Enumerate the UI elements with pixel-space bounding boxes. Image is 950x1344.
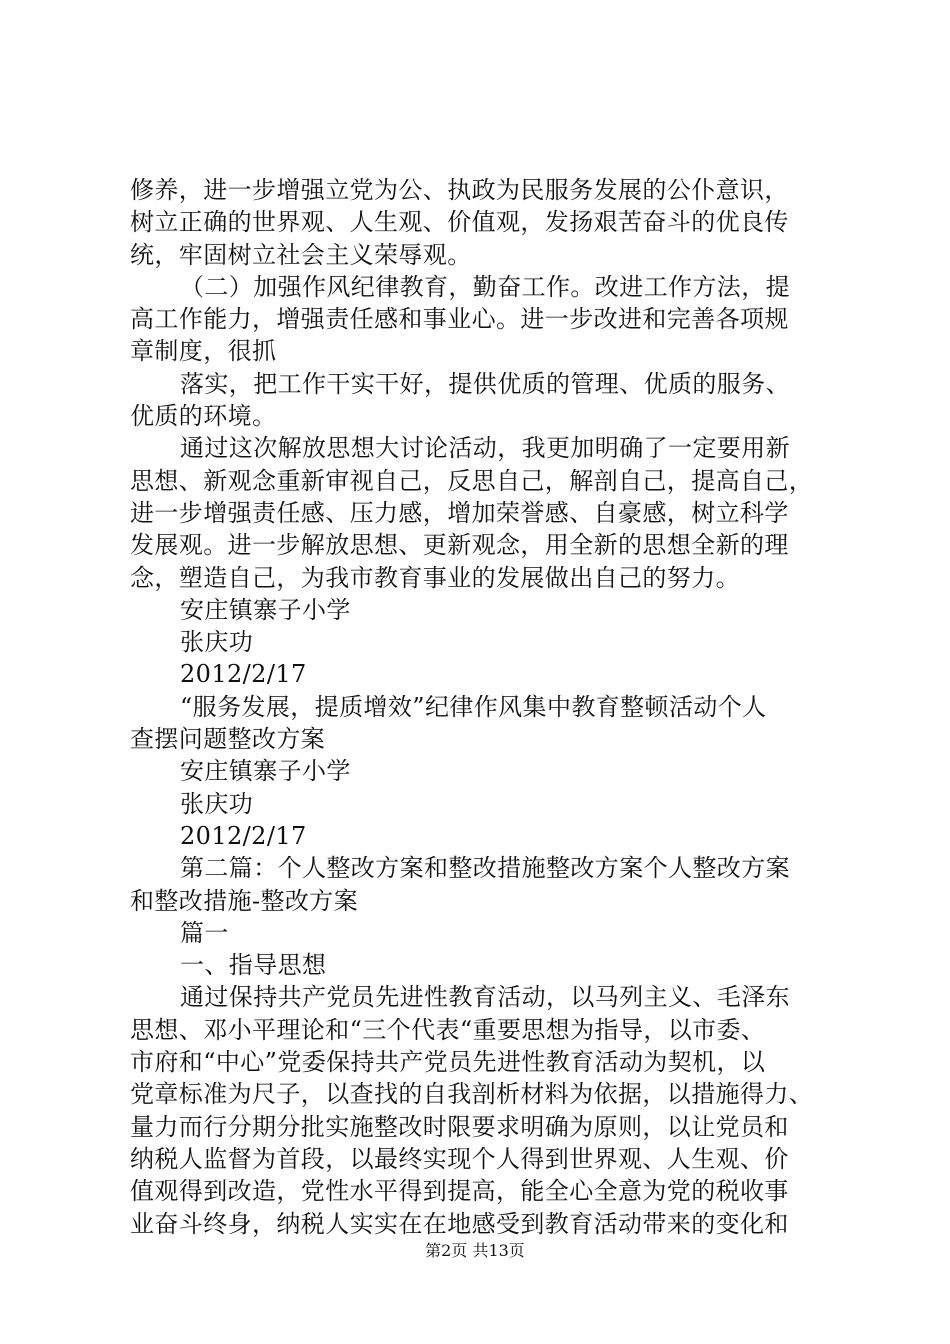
text-line: 优质的环境。 [130, 402, 277, 431]
section-title: “服务发展，提质增效”纪律作风集中教育整顿活动个人 [180, 692, 767, 721]
signature-date: 2012/2/17 [180, 660, 307, 689]
text-line: 树立正确的世界观、人生观、价值观，发扬艰苦奋斗的优良传 [130, 208, 789, 237]
part-label: 篇一 [180, 918, 229, 947]
text-line: 发展观。进一步解放思想、更新观念，用全新的思想全新的理 [130, 531, 789, 560]
signature-name: 张庆功 [180, 628, 254, 657]
text-line: 思想、新观念重新审视自己，反思自己，解剖自己，提高自己， [130, 466, 814, 495]
text-line: （二）加强作风纪律教育，勤奋工作。改进工作方法，提 [180, 272, 790, 301]
signature-school: 安庄镇寨子小学 [180, 757, 351, 786]
text-line: 落实，把工作干实干好，提供优质的管理、优质的服务、 [180, 369, 790, 398]
text-line: 通过这次解放思想大讨论活动，我更加明确了一定要用新 [180, 434, 790, 463]
page-number-footer: 第2页 共13页 [425, 1241, 525, 1260]
heading-guiding-ideology: 一、指导思想 [180, 951, 327, 980]
signature-school: 安庄镇寨子小学 [180, 595, 351, 624]
text-line: 高工作能力，增强责任感和事业心。进一步改进和完善各项规 [130, 305, 789, 334]
text-line: 值观得到改造，党性水平得到提高，能全心全意为党的税收事 [130, 1177, 789, 1206]
signature-name: 张庆功 [180, 789, 254, 818]
document-body [130, 174, 830, 1240]
text-line: 量力而行分期分批实施整改时限要求明确为原则，以让党员和 [130, 1112, 789, 1141]
text-line: 进一步增强责任感、压力感，增加荣誉感、自豪感，树立科学 [130, 498, 789, 527]
text-line: 市府和“中心”党委保持共产党员先进性教育活动为契机，以 [130, 1048, 766, 1077]
chapter-title: 第二篇：个人整改方案和整改措施整改方案个人整改方案 [180, 854, 790, 883]
text-line: 党章标准为尺子，以查找的自我剖析材料为依据，以措施得力、 [130, 1080, 814, 1109]
text-line: 业奋斗终身，纳税人实实在在地感受到教育活动带来的变化和 [130, 1209, 789, 1238]
text-line: 修养，进一步增强立党为公、执政为民服务发展的公仆意识， [130, 176, 789, 204]
section-title-cont: 查摆问题整改方案 [130, 725, 326, 754]
text-line: 章制度，很抓 [130, 337, 277, 366]
text-line: 纳税人监督为首段，以最终实现个人得到世界观、人生观、价 [130, 1144, 789, 1173]
signature-date: 2012/2/17 [180, 821, 307, 850]
text-line: 念，塑造自己，为我市教育事业的发展做出自己的努力。 [130, 563, 740, 592]
text-line: 统，牢固树立社会主义荣辱观。 [130, 240, 472, 269]
text-line: 思想、邓小平理论和“三个代表“重要思想为指导，以市委、 [130, 1015, 766, 1044]
text-line: 通过保持共产党员先进性教育活动，以马列主义、毛泽东 [180, 983, 790, 1012]
chapter-title-cont: 和整改措施-整改方案 [130, 886, 359, 915]
